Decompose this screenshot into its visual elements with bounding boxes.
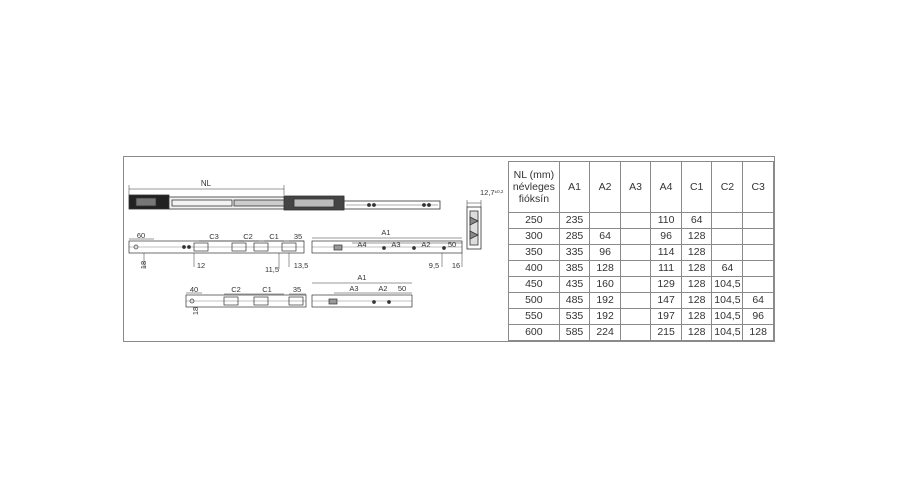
table-cell: 192: [590, 293, 621, 309]
header-text: A1: [568, 181, 581, 193]
dim-12: 12: [196, 261, 206, 270]
header-text: névleges: [512, 181, 555, 193]
table-header-row: [509, 162, 774, 213]
table-cell: 128: [681, 277, 712, 293]
dim-a3-bottom: A3: [349, 284, 359, 293]
table-cell: 197: [651, 309, 682, 325]
header-a3: [620, 162, 650, 213]
table-cell: 104,5: [712, 293, 743, 309]
dim-40: 40: [189, 285, 199, 294]
header-text: A4: [659, 181, 673, 193]
table-cell: 110: [651, 213, 682, 229]
table-cell: 300: [509, 229, 560, 245]
profile-height-value: 12,7: [480, 188, 495, 197]
header-text: A3: [629, 181, 643, 193]
dim-60-top: 60: [136, 231, 146, 240]
table-cell: 600: [509, 325, 560, 341]
dim-a3-top: A3: [391, 240, 401, 249]
table-row: [509, 213, 774, 229]
table-cell: 335: [559, 245, 590, 261]
header-text: C3: [751, 181, 765, 193]
table-row: [509, 293, 774, 309]
dim-11-5: 11,5: [264, 265, 280, 274]
header-text: fióksín: [518, 193, 550, 205]
table-cell: 129: [651, 277, 682, 293]
table-cell: [743, 277, 774, 293]
nl-label: NL: [200, 179, 212, 188]
table-row: [509, 309, 774, 325]
header-a1: [559, 162, 590, 213]
table-row: [509, 261, 774, 277]
table-row: [509, 229, 774, 245]
table-cell: 215: [651, 325, 682, 341]
technical-sheet: [123, 156, 775, 342]
table-cell: 111: [651, 261, 682, 277]
table-cell: 285: [559, 229, 590, 245]
header-c1: [681, 162, 712, 213]
table-cell: [743, 261, 774, 277]
table-cell: 400: [509, 261, 560, 277]
dim-9-5: 9,5: [428, 261, 440, 270]
table-cell: 385: [559, 261, 590, 277]
header-text: C2: [720, 181, 735, 193]
table-cell: [743, 229, 774, 245]
table-cell: [620, 293, 650, 309]
table-cell: 235: [559, 213, 590, 229]
dim-c3-top: C3: [209, 232, 219, 241]
dim-c2-top: C2: [243, 232, 253, 241]
table-cell: [620, 229, 650, 245]
table-cell: 350: [509, 245, 560, 261]
header-a2: [590, 162, 621, 213]
rail-cross-section: [467, 200, 481, 249]
drawer-rail-top: [312, 238, 462, 267]
dim-a1-top: A1: [381, 228, 391, 237]
table-cell: 96: [743, 309, 774, 325]
slide-assembly: [129, 185, 440, 210]
table-cell: 128: [681, 261, 712, 277]
table-cell: [743, 213, 774, 229]
table-cell: 128: [681, 229, 712, 245]
dim-13-5: 13,5: [293, 261, 309, 270]
table-cell: 160: [590, 277, 621, 293]
technical-drawing: [124, 157, 509, 341]
header-nl: [509, 162, 560, 213]
header-text: A2: [598, 181, 612, 193]
table-cell: 128: [681, 325, 712, 341]
header-text: C1: [689, 181, 704, 193]
table-cell: 224: [590, 325, 621, 341]
profile-height: [480, 188, 504, 197]
table-cell: [620, 245, 650, 261]
table-cell: 535: [559, 309, 590, 325]
header-c2: [712, 162, 743, 213]
table-cell: 128: [681, 309, 712, 325]
dim-a2-top: A2: [421, 240, 431, 249]
table-cell: [712, 245, 743, 261]
dim-a1-bottom: A1: [357, 273, 367, 282]
table-cell: [620, 261, 650, 277]
table-cell: 250: [509, 213, 560, 229]
table-cell: [620, 309, 650, 325]
header-a4: [651, 162, 682, 213]
profile-tolerance: ±0,2: [494, 189, 504, 194]
table-cell: [590, 213, 621, 229]
table-cell: 64: [681, 213, 712, 229]
dimension-table: [508, 161, 774, 341]
dim-18-bottom: 18: [191, 306, 200, 316]
dim-c1-bottom: C1: [262, 285, 272, 294]
table-cell: 128: [681, 293, 712, 309]
table-row: [509, 277, 774, 293]
table-cell: 128: [743, 325, 774, 341]
header-c3: [743, 162, 774, 213]
table-row: [509, 245, 774, 261]
dim-a2-bottom: A2: [378, 284, 388, 293]
dim-16: 16: [451, 261, 461, 270]
dim-18-top: 18: [139, 260, 148, 270]
table-cell: [712, 229, 743, 245]
table-row: [509, 325, 774, 341]
table-cell: 104,5: [712, 277, 743, 293]
dim-c1-top: C1: [269, 232, 279, 241]
table-cell: 64: [743, 293, 774, 309]
dim-50-bottom: 50: [397, 284, 407, 293]
header-text: NL (mm): [513, 169, 555, 181]
table-cell: [712, 213, 743, 229]
dim-50-top: 50: [447, 240, 457, 249]
table-cell: 104,5: [712, 325, 743, 341]
table-cell: 96: [651, 229, 682, 245]
table-cell: 64: [712, 261, 743, 277]
dim-c2-bottom: C2: [231, 285, 241, 294]
dim-35-bottom: 35: [292, 285, 302, 294]
table-cell: 435: [559, 277, 590, 293]
table-cell: 585: [559, 325, 590, 341]
table-cell: 128: [590, 261, 621, 277]
table-cell: 64: [590, 229, 621, 245]
table-cell: 450: [509, 277, 560, 293]
table-cell: 114: [651, 245, 682, 261]
table-cell: [620, 213, 650, 229]
table-cell: 104,5: [712, 309, 743, 325]
table-cell: 147: [651, 293, 682, 309]
table-cell: 500: [509, 293, 560, 309]
table-cell: 192: [590, 309, 621, 325]
table-cell: [620, 325, 650, 341]
table-cell: [620, 277, 650, 293]
table-cell: 550: [509, 309, 560, 325]
table-cell: 128: [681, 245, 712, 261]
dim-a4-top: A4: [357, 240, 367, 249]
table-cell: 485: [559, 293, 590, 309]
table-cell: [743, 245, 774, 261]
cabinet-member-bottom: [186, 293, 306, 307]
table-cell: 96: [590, 245, 621, 261]
dim-35-top: 35: [293, 232, 303, 241]
